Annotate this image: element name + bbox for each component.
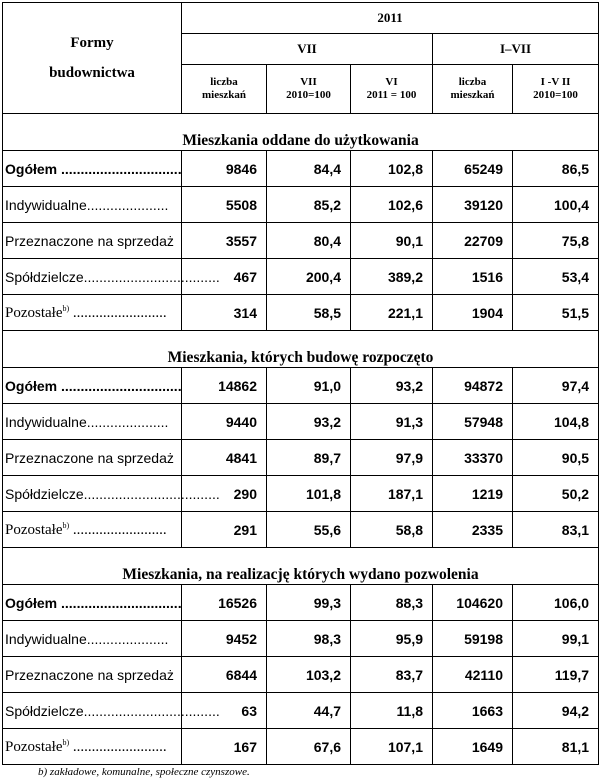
row-label bbox=[3, 223, 182, 259]
row-label-text: Przeznaczone na sprzedaż bbox=[5, 666, 174, 683]
cell-v2: 85,2 bbox=[267, 187, 351, 223]
row-label-leader: ......................... bbox=[69, 521, 167, 538]
cell-v1: 167 bbox=[182, 729, 267, 765]
cell-v5: 86,5 bbox=[513, 151, 599, 187]
row-label bbox=[3, 657, 182, 693]
cell-v5: 51,5 bbox=[513, 295, 599, 331]
table-header bbox=[3, 3, 599, 114]
footnote-marker: b) bbox=[62, 737, 70, 747]
row-label bbox=[3, 259, 220, 295]
col-ivii-index-b: 2010=100 bbox=[533, 89, 578, 101]
cell-v1: 5508 bbox=[182, 187, 267, 223]
cell-v5: 94,2 bbox=[513, 693, 599, 729]
cell-v5: 81,1 bbox=[513, 729, 599, 765]
period-i-vii-header: I–VII bbox=[433, 34, 599, 65]
period-vii-header: VII bbox=[182, 34, 433, 65]
cell-v2: 91,0 bbox=[267, 368, 351, 404]
table-row bbox=[3, 151, 599, 187]
table-row bbox=[3, 585, 599, 621]
col-liczba-2-b: mieszkań bbox=[450, 89, 495, 101]
year-header: 2011 bbox=[182, 3, 599, 34]
row-label-text: Pozostałe bbox=[5, 304, 63, 321]
row-label-text: Przeznaczone na sprzedaż bbox=[5, 232, 174, 249]
footnote: b) zakładowe, komunalne, społeczne czynszowe. bbox=[38, 766, 250, 778]
table-row bbox=[3, 187, 599, 223]
cell-v5: 100,4 bbox=[513, 187, 599, 223]
row-label-text: Indywidualne..................... bbox=[5, 630, 169, 647]
section-title: Mieszkania, na realizację których wydano pozwolenia bbox=[3, 548, 599, 585]
row-label bbox=[3, 404, 182, 440]
cell-v5: 106,0 bbox=[513, 585, 599, 621]
cell-v1: 9846 bbox=[182, 151, 267, 187]
cell-v5: 119,7 bbox=[513, 657, 599, 693]
row-label bbox=[3, 187, 182, 223]
cell-v4: 39120 bbox=[433, 187, 513, 223]
cell-v1: 9440 bbox=[182, 404, 267, 440]
cell-v5: 50,2 bbox=[513, 476, 599, 512]
cell-v4: 2335 bbox=[433, 512, 513, 548]
table-row bbox=[3, 440, 599, 476]
cell-v5: 90,5 bbox=[513, 440, 599, 476]
cell-v3: 11,8 bbox=[351, 693, 433, 729]
table-row bbox=[3, 223, 599, 259]
cell-v3: 102,6 bbox=[351, 187, 433, 223]
row-label-text: Ogółem ............................... bbox=[5, 377, 182, 394]
cell-v4: 1663 bbox=[433, 693, 513, 729]
housing-table bbox=[2, 2, 599, 765]
cell-v2: 200,4 bbox=[267, 259, 351, 295]
forms-header-line2: budownictwa bbox=[49, 65, 135, 81]
footnote-marker: b) bbox=[62, 303, 70, 313]
cell-v1: 14862 bbox=[182, 368, 267, 404]
cell-v1: 63 bbox=[182, 693, 267, 729]
cell-v3: 58,8 bbox=[351, 512, 433, 548]
cell-v2: 58,5 bbox=[267, 295, 351, 331]
row-label-text: Przeznaczone na sprzedaż bbox=[5, 449, 174, 466]
col-vi-index-b: 2011 = 100 bbox=[366, 89, 417, 101]
table-body bbox=[3, 114, 599, 765]
cell-v4: 94872 bbox=[433, 368, 513, 404]
row-label-text: Indywidualne..................... bbox=[5, 196, 169, 213]
row-label bbox=[3, 729, 182, 765]
table-row bbox=[3, 259, 599, 295]
cell-v2: 80,4 bbox=[267, 223, 351, 259]
col-vii-index-b: 2010=100 bbox=[286, 89, 331, 101]
table-row bbox=[3, 295, 599, 331]
cell-v5: 75,8 bbox=[513, 223, 599, 259]
cell-v5: 53,4 bbox=[513, 259, 599, 295]
row-label-text: Spółdzielcze................................... bbox=[5, 268, 220, 285]
cell-v5: 104,8 bbox=[513, 404, 599, 440]
cell-v3: 93,2 bbox=[351, 368, 433, 404]
cell-v2: 98,3 bbox=[267, 621, 351, 657]
row-label bbox=[3, 621, 182, 657]
row-label-leader: ......................... bbox=[69, 304, 167, 321]
section-header bbox=[3, 331, 599, 368]
col-liczba-2-a: liczba bbox=[458, 76, 487, 88]
row-label bbox=[3, 476, 220, 512]
cell-v3: 91,3 bbox=[351, 404, 433, 440]
row-label-text: Spółdzielcze................................... bbox=[5, 702, 220, 719]
cell-v4: 65249 bbox=[433, 151, 513, 187]
row-label bbox=[3, 512, 182, 548]
table-row bbox=[3, 476, 599, 512]
cell-v3: 187,1 bbox=[351, 476, 433, 512]
table-row bbox=[3, 657, 599, 693]
row-label-text: Pozostałe bbox=[5, 521, 63, 538]
col-liczba-1 bbox=[182, 65, 267, 114]
table-row bbox=[3, 693, 599, 729]
row-label bbox=[3, 151, 182, 187]
table-row bbox=[3, 404, 599, 440]
cell-v4: 57948 bbox=[433, 404, 513, 440]
cell-v4: 1219 bbox=[433, 476, 513, 512]
row-label bbox=[3, 693, 220, 729]
cell-v1: 3557 bbox=[182, 223, 267, 259]
section-header bbox=[3, 114, 599, 151]
table-row bbox=[3, 368, 599, 404]
cell-v3: 90,1 bbox=[351, 223, 433, 259]
cell-v4: 33370 bbox=[433, 440, 513, 476]
col-ivii-index bbox=[513, 65, 599, 114]
section-header bbox=[3, 548, 599, 585]
col-vii-index bbox=[267, 65, 351, 114]
col-vii-index-a: VII bbox=[300, 76, 317, 88]
cell-v1: 6844 bbox=[182, 657, 267, 693]
table-row bbox=[3, 621, 599, 657]
cell-v2: 44,7 bbox=[267, 693, 351, 729]
table-row bbox=[3, 729, 599, 765]
cell-v4: 1649 bbox=[433, 729, 513, 765]
cell-v2: 89,7 bbox=[267, 440, 351, 476]
col-liczba-1-a: liczba bbox=[210, 76, 238, 88]
row-label bbox=[3, 368, 182, 404]
row-label-text: Ogółem ............................... bbox=[5, 160, 182, 177]
cell-v5: 97,4 bbox=[513, 368, 599, 404]
col-vi-index-a: VI bbox=[385, 76, 398, 88]
cell-v2: 67,6 bbox=[267, 729, 351, 765]
row-label-text: Spółdzielcze................................... bbox=[5, 485, 220, 502]
cell-v3: 102,8 bbox=[351, 151, 433, 187]
cell-v3: 107,1 bbox=[351, 729, 433, 765]
cell-v2: 103,2 bbox=[267, 657, 351, 693]
section-title: Mieszkania, których budowę rozpoczęto bbox=[3, 331, 599, 368]
cell-v4: 1904 bbox=[433, 295, 513, 331]
row-label-leader: ......................... bbox=[69, 738, 167, 755]
cell-v3: 221,1 bbox=[351, 295, 433, 331]
section-title: Mieszkania oddane do użytkowania bbox=[3, 114, 599, 151]
cell-v3: 83,7 bbox=[351, 657, 433, 693]
col-liczba-1-b: mieszkań bbox=[202, 89, 246, 101]
table-row bbox=[3, 512, 599, 548]
cell-v2: 99,3 bbox=[267, 585, 351, 621]
col-ivii-index-a: I -V II bbox=[540, 76, 571, 88]
forms-header bbox=[3, 3, 182, 114]
col-liczba-2 bbox=[433, 65, 513, 114]
row-label-text: Pozostałe bbox=[5, 738, 63, 755]
cell-v2: 55,6 bbox=[267, 512, 351, 548]
cell-v1: 290 bbox=[182, 476, 267, 512]
cell-v4: 22709 bbox=[433, 223, 513, 259]
row-label bbox=[3, 440, 182, 476]
cell-v1: 4841 bbox=[182, 440, 267, 476]
row-label bbox=[3, 585, 182, 621]
cell-v2: 101,8 bbox=[267, 476, 351, 512]
cell-v3: 95,9 bbox=[351, 621, 433, 657]
cell-v5: 99,1 bbox=[513, 621, 599, 657]
cell-v1: 314 bbox=[182, 295, 267, 331]
row-label bbox=[3, 295, 182, 331]
row-label-text: Indywidualne..................... bbox=[5, 413, 169, 430]
col-vi-index bbox=[351, 65, 433, 114]
cell-v4: 42110 bbox=[433, 657, 513, 693]
cell-v3: 97,9 bbox=[351, 440, 433, 476]
forms-header-line1: Formy bbox=[70, 35, 114, 51]
cell-v1: 9452 bbox=[182, 621, 267, 657]
cell-v1: 291 bbox=[182, 512, 267, 548]
cell-v4: 104620 bbox=[433, 585, 513, 621]
cell-v4: 59198 bbox=[433, 621, 513, 657]
cell-v1: 16526 bbox=[182, 585, 267, 621]
row-label-text: Ogółem ............................... bbox=[5, 594, 182, 611]
cell-v2: 84,4 bbox=[267, 151, 351, 187]
cell-v3: 88,3 bbox=[351, 585, 433, 621]
cell-v5: 83,1 bbox=[513, 512, 599, 548]
footnote-marker: b) bbox=[62, 520, 70, 530]
cell-v4: 1516 bbox=[433, 259, 513, 295]
cell-v3: 389,2 bbox=[351, 259, 433, 295]
cell-v1: 467 bbox=[182, 259, 267, 295]
cell-v2: 93,2 bbox=[267, 404, 351, 440]
